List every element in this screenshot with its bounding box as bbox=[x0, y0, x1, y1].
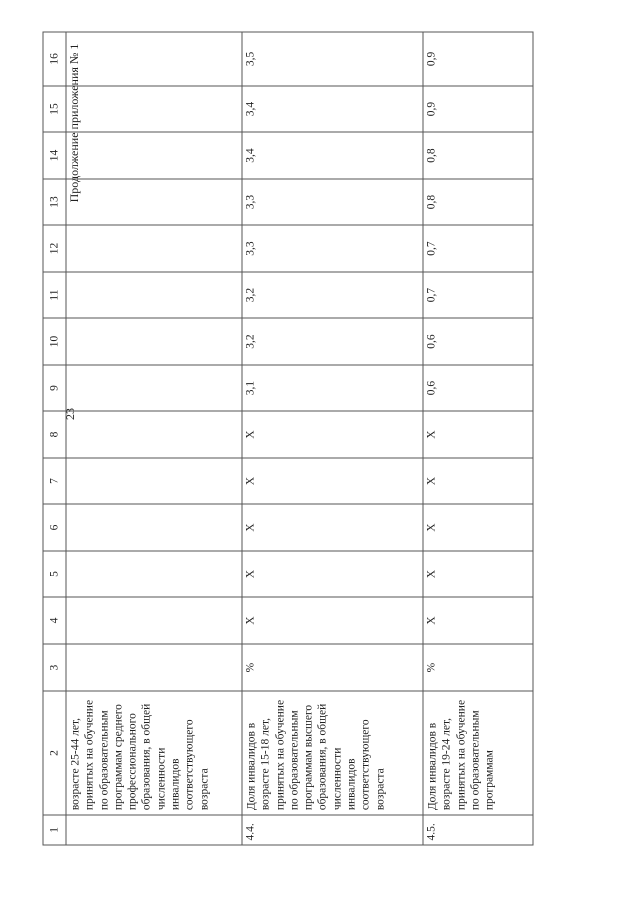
col-header: 13 bbox=[43, 179, 66, 226]
header-row bbox=[43, 32, 66, 845]
value-cell bbox=[66, 318, 242, 365]
value-cell: 3,3 bbox=[242, 179, 423, 226]
value-cell: 3,3 bbox=[242, 225, 423, 272]
value-cell bbox=[66, 365, 242, 412]
col-header: 9 bbox=[43, 365, 66, 412]
indicator-description: возрасте 25-44 лет, принятых на обучение по образовательным программам среднего профессионального образования, в общей численности инвалидов соответствующего возраста bbox=[66, 691, 242, 814]
col-header: 15 bbox=[43, 86, 66, 133]
value-cell: X bbox=[423, 411, 533, 458]
col-header: 5 bbox=[43, 551, 66, 598]
value-cell bbox=[66, 225, 242, 272]
col-header: 10 bbox=[43, 318, 66, 365]
value-cell bbox=[66, 132, 242, 179]
value-cell: 0,9 bbox=[423, 86, 533, 133]
row-number: 4.4. bbox=[242, 815, 423, 845]
value-cell bbox=[66, 504, 242, 551]
value-cell bbox=[66, 32, 242, 86]
value-cell: X bbox=[242, 504, 423, 551]
indicator-description: Доля инвалидов в возрасте 19-24 лет, принятых на обучение по образовательным программам bbox=[423, 691, 533, 814]
value-cell bbox=[66, 411, 242, 458]
value-cell bbox=[66, 597, 242, 644]
value-cell: X bbox=[423, 458, 533, 505]
col-header: 3 bbox=[43, 644, 66, 692]
table-row bbox=[66, 32, 242, 845]
value-cell: 0,8 bbox=[423, 179, 533, 226]
value-cell bbox=[66, 551, 242, 598]
indicator-description: Доля инвалидов в возрасте 15-18 лет, принятых на обучение по образовательным программам высшего образования, в общей численности инвалидов соответствующего возраста bbox=[242, 691, 423, 814]
table-row bbox=[242, 32, 423, 845]
value-cell: 3,2 bbox=[242, 318, 423, 365]
value-cell: 3,2 bbox=[242, 272, 423, 319]
value-cell: 0,6 bbox=[423, 365, 533, 412]
value-cell: X bbox=[242, 597, 423, 644]
value-cell bbox=[66, 272, 242, 319]
col-header: 12 bbox=[43, 225, 66, 272]
col-header: 4 bbox=[43, 597, 66, 644]
value-cell bbox=[66, 179, 242, 226]
row-number: 4.5. bbox=[423, 815, 533, 845]
value-cell: X bbox=[423, 551, 533, 598]
col-header: 11 bbox=[43, 272, 66, 319]
col-header: 16 bbox=[43, 32, 66, 86]
value-cell: X bbox=[242, 458, 423, 505]
col-header: 7 bbox=[43, 458, 66, 505]
value-cell: 3,4 bbox=[242, 86, 423, 133]
table-row bbox=[423, 32, 533, 845]
value-cell: X bbox=[423, 504, 533, 551]
value-cell: 0,8 bbox=[423, 132, 533, 179]
unit-cell: % bbox=[242, 644, 423, 692]
col-header: 2 bbox=[43, 691, 66, 814]
page-number: 23 bbox=[63, 408, 77, 420]
col-header: 1 bbox=[43, 815, 66, 845]
value-cell: 3,5 bbox=[242, 32, 423, 86]
value-cell bbox=[66, 86, 242, 133]
value-cell: X bbox=[242, 551, 423, 598]
value-cell: 3,4 bbox=[242, 132, 423, 179]
indicators-table bbox=[43, 32, 532, 846]
value-cell: 0,6 bbox=[423, 318, 533, 365]
value-cell: 0,9 bbox=[423, 32, 533, 86]
unit-cell bbox=[66, 644, 242, 692]
col-header: 14 bbox=[43, 132, 66, 179]
unit-cell: % bbox=[423, 644, 533, 692]
value-cell: X bbox=[242, 411, 423, 458]
value-cell bbox=[66, 458, 242, 505]
value-cell: X bbox=[423, 597, 533, 644]
value-cell: 0,7 bbox=[423, 225, 533, 272]
col-header: 8 bbox=[43, 411, 66, 458]
row-number bbox=[66, 815, 242, 845]
col-header: 6 bbox=[43, 504, 66, 551]
value-cell: 3,1 bbox=[242, 365, 423, 412]
value-cell: 0,7 bbox=[423, 272, 533, 319]
continuation-header: Продолжение приложения № 1 bbox=[67, 43, 81, 203]
